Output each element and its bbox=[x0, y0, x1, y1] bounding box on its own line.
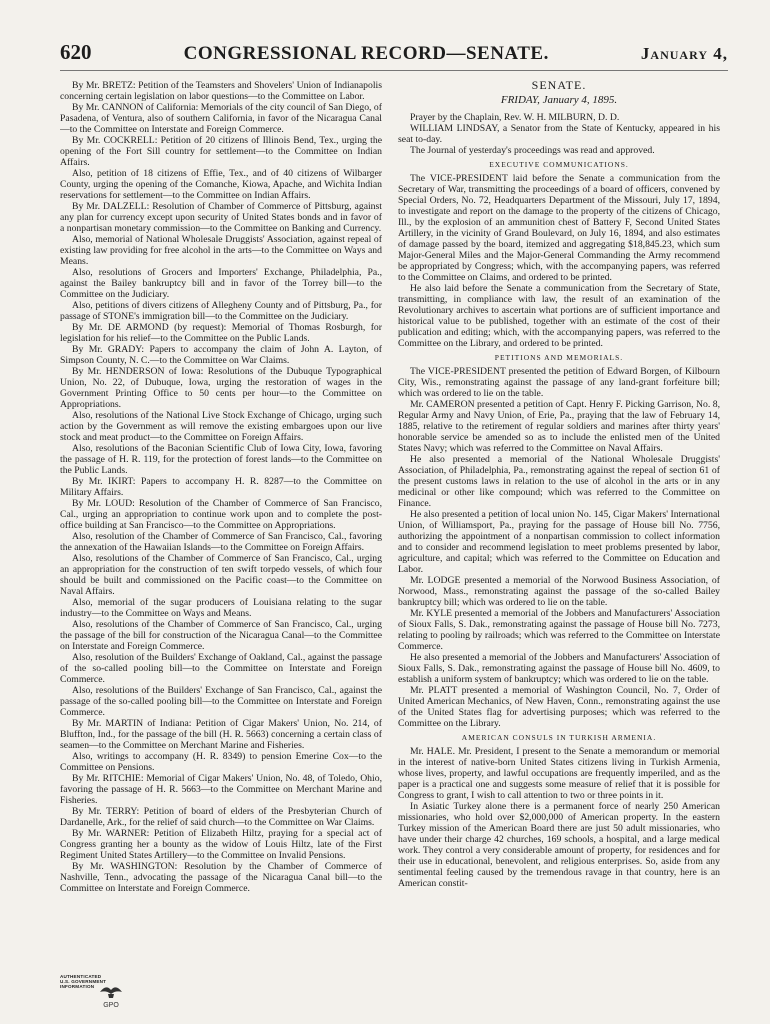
left-column-paragraph: Also, resolutions of the Chamber of Commerce of San Francisco, Cal., urging an appropriation for the construction of ten swift torpedo vessels, of which four should be built and commissioned on the Pacific coast—to the Committee on Naval Affairs. bbox=[60, 553, 382, 597]
petitions-block bbox=[398, 366, 720, 729]
left-column-paragraph: Also, resolutions of Grocers and Importers' Exchange, Philadelphia, Pa., against the Bailey bankruptcy bill and in favor of the Torrey bill—to the Committee on the Judiciary. bbox=[60, 267, 382, 300]
left-column-paragraph: By Mr. MARTIN of Indiana: Petition of Cigar Makers' Union, No. 214, of Bluffton, Ind., for the passage of the bill (H. R. 5663) concerning a certain class of seamen—to the Committee on Merchant Marine and Fisheries. bbox=[60, 718, 382, 751]
gpo-authentication-seal bbox=[60, 974, 128, 1012]
seal-line-1: AUTHENTICATED bbox=[60, 974, 102, 979]
left-column-paragraph: By Mr. BRETZ: Petition of the Teamsters and Shovelers' Union of Indianapolis concerning certain legislation on labor questions—to the Committee on Labor. bbox=[60, 80, 382, 102]
page-title: CONGRESSIONAL RECORD—SENATE. bbox=[183, 43, 549, 64]
armenia-paragraph: Mr. HALE. Mr. President, I present to the Senate a memorandum or memorial in the interest of native-born United States citizens living in Turkish Armenia, whose lives, property, and lawful occupations are frequently imperiled, and as the paper is a practical one and suggests some measure of relief that it is possible for Congress to grant, I wish to call attention to two or three points in it. bbox=[398, 746, 720, 801]
left-column-paragraph: By Mr. TERRY: Petition of board of elders of the Presbyterian Church of Dardanelle, Ark., for the relief of said church—to the Committee on War Claims. bbox=[60, 806, 382, 828]
section-title: SENATE. bbox=[531, 80, 587, 92]
subhead-petitions-and-memorials: PETITIONS AND MEMORIALS. bbox=[494, 353, 624, 362]
page-date: January 4, bbox=[640, 44, 728, 63]
left-column-paragraph: Also, resolution of the Chamber of Commerce of San Francisco, Cal., favoring the annexation of the Hawaiian Islands—to the Committee on Foreign Affairs. bbox=[60, 531, 382, 553]
petition-paragraph: Mr. KYLE presented a memorial of the Jobbers and Manufacturers' Association of Sioux Falls, S. Dak., remonstrating against the passage of House bill No. 7273, relating to pooling by railroads; which was referred to the Committee on Interstate Commerce. bbox=[398, 608, 720, 652]
left-column-paragraph: By Mr. DE ARMOND (by request): Memorial of Thomas Rosburgh, for legislation for his relief—to the Committee on the Public Lands. bbox=[60, 322, 382, 344]
left-column-paragraph: Also, memorial of National Wholesale Druggists' Association, against repeal of existing law providing for free alcohol in the arts—to the Committee on Ways and Means. bbox=[60, 234, 382, 267]
executive-communication-paragraph: The VICE-PRESIDENT laid before the Senate a communication from the Secretary of War, transmitting the proceedings of a board of officers, convened by Special Orders, No. 72, Headquarters Department of the Missouri, July 17, 1894, to investigate and report on the damage to the property of the citizens of Chicago, Ill., by the explosion of an ammunition chest of Battery F, Second United States Artillery, in the vicinity of Grand Boulevard, on July 16, 1894, and also estimates of damage passed by the board, itemized and aggregating $18,845.23, which sum Major-General Miles and the Major-General Commanding the Army recommend be appropriated by Congress; which, with the accompanying papers, was referred to the Committee on Claims, and ordered to be printed. bbox=[398, 173, 720, 283]
petition-paragraph: Mr. CAMERON presented a petition of Capt. Henry F. Picking Garrison, No. 8, Regular Army and Navy Union, of Erie, Pa., praying that the law of February 14, 1885, relative to the retirement of regular soldiers and marines after thirty years' honorable service be amended so as to include the enlisted men of the United States Navy; which was referred to the Committee on Naval Affairs. bbox=[398, 399, 720, 454]
left-column-paragraph: Also, petition of 18 citizens of Effie, Tex., and of 40 citizens of Wilbarger County, urging the opening of the Comanche, Kiowa, Apache, and Wichita Indian reservations for settlement—to the Committee on Indian Affairs. bbox=[60, 168, 382, 201]
left-column-paragraph: By Mr. GRADY: Papers to accompany the claim of John A. Layton, of Simpson County, N. C.—to the Committee on War Claims. bbox=[60, 344, 382, 366]
left-column-paragraph: By Mr. LOUD: Resolution of the Chamber of Commerce of San Francisco, Cal., urging an appropriation to continue work upon and to complete the post-office building at San Francisco—to the Committee on Appropriations. bbox=[60, 498, 382, 531]
left-column-paragraph: Also, writings to accompany (H. R. 8349) to pension Emerine Cox—to the Committee on Pensions. bbox=[60, 751, 382, 773]
gpo-eagle-icon bbox=[96, 980, 126, 1010]
left-column-paragraph: Also, resolution of the Builders' Exchange of Oakland, Cal., against the passage of the so-called pooling bill—to the Committee on Interstate and Foreign Commerce. bbox=[60, 652, 382, 685]
left-column-paragraph: By Mr. RITCHIE: Memorial of Cigar Makers' Union, No. 48, of Toledo, Ohio, favoring the passage of H. R. 5663—to the Committee on Merchant Marine and Fisheries. bbox=[60, 773, 382, 806]
left-column-paragraph: By Mr. WARNER: Petition of Elizabeth Hiltz, praying for a special act of Congress granting her a bounty as the widow of Louis Hiltz, late of the First Regiment United States Artillery—to the Committee on Invalid Pensions. bbox=[60, 828, 382, 861]
subhead-executive-communications: EXECUTIVE COMMUNICATIONS. bbox=[489, 160, 629, 169]
left-column-paragraph: Also, resolutions of the National Live Stock Exchange of Chicago, urging such action by the Government as will remove the existing embargoes upon our live stock and meat product—to the Committee on Foreign Affairs. bbox=[60, 410, 382, 443]
left-column-paragraph: Also, petitions of divers citizens of Allegheny County and of Pittsburg, Pa., for passage of STONE's immigration bill—to the Committee on the Judiciary. bbox=[60, 300, 382, 322]
seal-emblem-label: GPO bbox=[103, 1002, 119, 1009]
left-column-paragraph: By Mr. CANNON of California: Memorials of the city council of San Diego, of Pasadena, of Ventura, also of southern California, in favor of the Nicaragua Canal—to the Committee on Interstate and Foreign Commerce. bbox=[60, 102, 382, 135]
intro-block bbox=[398, 112, 720, 156]
petition-paragraph: Mr. LODGE presented a memorial of the Norwood Business Association, of Norwood, Mass., remonstrating against the passage of the so-called Bailey bankruptcy bill; which was ordered to lie on the table. bbox=[398, 575, 720, 608]
petition-paragraph: He also presented a petition of local union No. 145, Cigar Makers' International Union, of Williamsport, Pa., praying for the passage of House bill No. 7756, authorizing the appointment of a nonpartisan commission to collect information and to consider and recommend legislation to meet problems presented by labor, agriculture, and capital; which was referred to the Committee on Education and Labor. bbox=[398, 509, 720, 575]
seal-line-3: INFORMATION bbox=[60, 984, 95, 990]
intro-paragraph: The Journal of yesterday's proceedings was read and approved. bbox=[410, 145, 655, 156]
left-column-paragraph: By Mr. HENDERSON of Iowa: Resolutions of the Dubuque Typographical Union, No. 22, of Dubuque, Iowa, urging the restoration of wages in the Government Printing Office to 50 cents per hour—to the Committee on Appropriations. bbox=[60, 366, 382, 410]
intro-paragraph: WILLIAM LINDSAY, a Senator from the State of Kentucky, appeared in his seat to-day. bbox=[398, 123, 720, 145]
left-column-paragraph: By Mr. COCKRELL: Petition of 20 citizens of Illinois Bend, Tex., urging the opening of the Fort Sill country for settlement—to the Committee on Indian Affairs. bbox=[60, 135, 382, 168]
armenia-block bbox=[398, 746, 720, 889]
left-column-paragraph: Also, resolutions of the Chamber of Commerce of San Francisco, Cal., urging the passage of the bill for construction of the Nicaragua Canal—to the Committee on Interstate and Foreign Commerce. bbox=[60, 619, 382, 652]
left-column-paragraph: By Mr. IKIRT: Papers to accompany H. R. 8287—to the Committee on Military Affairs. bbox=[60, 476, 382, 498]
page-number: 620 bbox=[60, 40, 92, 64]
intro-paragraph: Prayer by the Chaplain, Rev. W. H. MILBURN, D. D. bbox=[410, 112, 620, 123]
seal-line-2: U.S. GOVERNMENT bbox=[60, 979, 107, 985]
left-column-paragraph: Also, resolutions of the Baconian Scientific Club of Iowa City, Iowa, favoring the passage of H. R. 119, for the protection of forest lands—to the Committee on the Public Lands. bbox=[60, 443, 382, 476]
left-column-paragraph: Also, resolutions of the Builders' Exchange of San Francisco, Cal., against the passage of the so-called pooling bill—to the Committee on Interstate and Foreign Commerce. bbox=[60, 685, 382, 718]
session-date: FRIDAY, January 4, 1895. bbox=[500, 94, 618, 106]
left-column-paragraph: Also, memorial of the sugar producers of Louisiana relating to the sugar industry—to the Committee on Ways and Means. bbox=[60, 597, 382, 619]
petition-paragraph: The VICE-PRESIDENT presented the petition of Edward Borgen, of Kilbourn City, Wis., remonstrating against the passage of any land-grant forfeiture bill; which was ordered to lie on the table. bbox=[398, 366, 720, 399]
right-column bbox=[398, 80, 720, 975]
left-column-paragraph: By Mr. WASHINGTON: Resolution by the Chamber of Commerce of Nashville, Tenn., advocating the passage of the Nicaragua Canal bill—to the Committee on Interstate and Foreign Commerce. bbox=[60, 861, 382, 894]
left-column bbox=[60, 80, 382, 975]
petition-paragraph: Mr. PLATT presented a memorial of Washington Council, No. 7, Order of United American Mechanics, of New Haven, Conn., remonstrating against the use of the United States flag for advertising purposes; which was referred to the Committee on the Library. bbox=[398, 685, 720, 729]
petition-paragraph: He also presented a memorial of the National Wholesale Druggists' Association, of Philadelphia, Pa., remonstrating against the repeal of section 61 of the present customs laws in relation to the use of alcohol in the arts or in any medicinal or other like compound; which was referred to the Committee on Finance. bbox=[398, 454, 720, 509]
left-column-paragraph: By Mr. DALZELL: Resolution of Chamber of Commerce of Pittsburg, against any plan for currency except upon security of United States bonds and in favor of a nonpartisan monetary commission—to the Committee on Banking and Currency. bbox=[60, 201, 382, 234]
subhead-american-consuls: AMERICAN CONSULS IN TURKISH ARMENIA. bbox=[461, 733, 657, 742]
executive-communications-block bbox=[398, 173, 720, 349]
petition-paragraph: He also presented a memorial of the Jobbers and Manufacturers' Association of Sioux Falls, S. Dak., remonstrating against the passage of House bill No. 4609, to establish a uniform system of bankruptcy; which was ordered to lie on the table. bbox=[398, 652, 720, 685]
executive-communication-paragraph: He also laid before the Senate a communication from the Secretary of State, transmitting, in compliance with law, the result of an examination of the Revolutionary archives to ascertain what portions are of sufficient importance and historical value to be published, together with an estimate of the cost of their publication and editing; which, with the accompanying papers, was referred to the Committee on the Library, and ordered to be printed. bbox=[398, 283, 720, 349]
page-header bbox=[60, 40, 728, 71]
armenia-paragraph: In Asiatic Turkey alone there is a permanent force of nearly 250 American missionaries, who hold over $2,000,000 of American property. In the eastern Turkey mission of the American Board there are just 50 adult missionaries, who have under their charge 42 churches, 169 schools, a hospital, and a large medical work. They control a very considerable amount of property, for residences and for their use in educational, benevolent, and religious enterprises. So, aside from any sentimental feeling caused by the tremendous ravage in that country, here is an American constit- bbox=[398, 801, 720, 889]
